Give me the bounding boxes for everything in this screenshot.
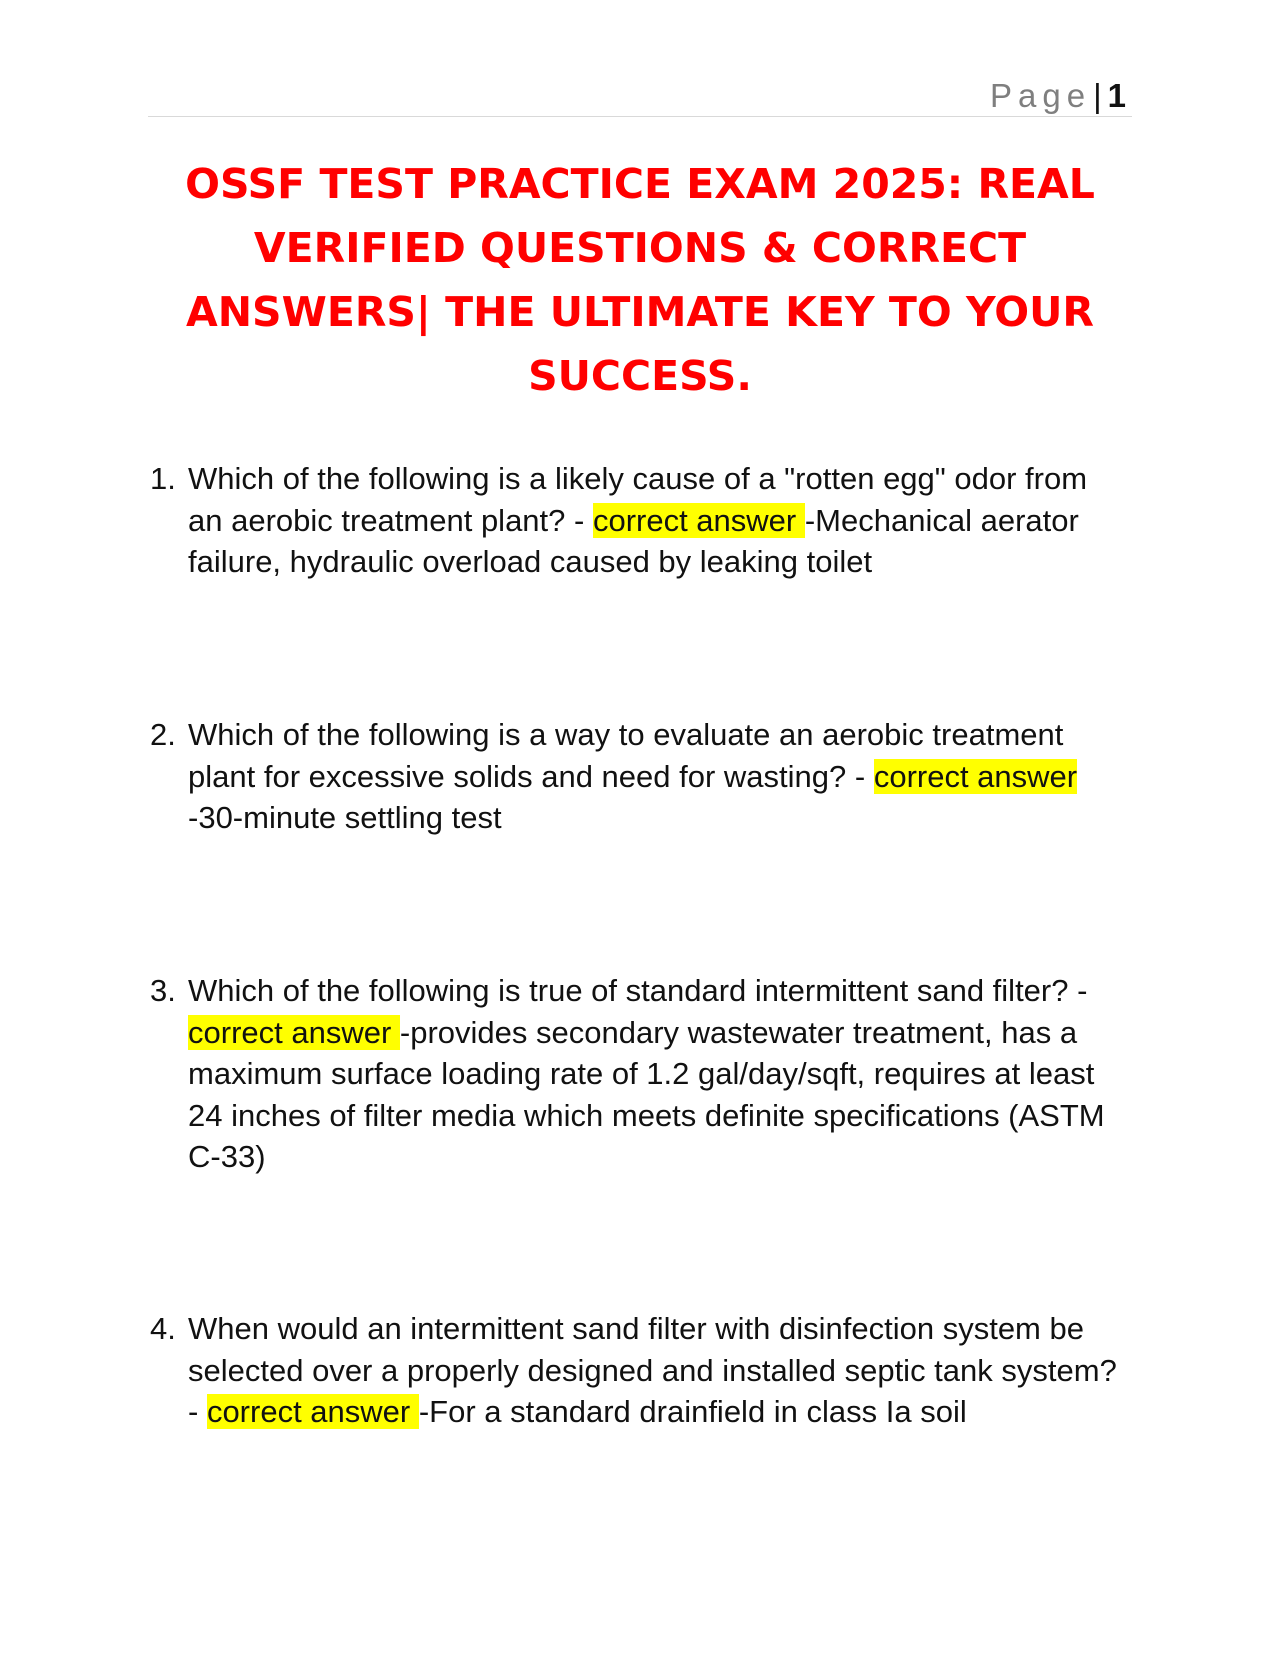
page-separator: | (1093, 77, 1102, 114)
answer-text: -For a standard drainfield in class Ia soil (418, 1394, 967, 1429)
question-number: 2. (150, 717, 176, 752)
question-number: 3. (150, 973, 176, 1008)
answer-text: -30-minute settling test (188, 800, 502, 835)
question-item (150, 714, 1120, 839)
question-body (188, 458, 1120, 583)
page-word: Page (989, 77, 1092, 114)
document-title: OSSF TEST PRACTICE EXAM 2025: REAL VERIFIED QUESTIONS & CORRECT ANSWERS| THE ULTIMATE KEY TO YOUR SUCCESS. (185, 160, 1095, 400)
question-text: Which of the following is a way to evaluate an aerobic treatment plant for excessive solids and need for wasting? - (188, 717, 1064, 794)
answer-text: -Mechanical aerator failure, hydraulic overload caused by leaking toilet (188, 502, 1079, 579)
question-item (150, 458, 1120, 583)
question-body (188, 1308, 1120, 1433)
question-body (188, 714, 1120, 839)
page-header (148, 76, 1132, 117)
question-number: 1. (150, 461, 176, 496)
answer-label: correct answer (592, 502, 805, 538)
page-number-label (990, 78, 1126, 114)
question-item (150, 970, 1120, 1178)
question-text: When would an intermittent sand filter with disinfection system be selected over a properly designed and installed septic tank system? - (188, 1311, 1117, 1429)
answer-label: correct answer (206, 1394, 419, 1429)
answer-label: correct answer (873, 758, 1078, 794)
question-text: Which of the following is a likely cause of a "rotten egg" odor from an aerobic treatment plant? - (188, 461, 1088, 538)
question-text: Which of the following is true of standard intermittent sand filter? - (188, 973, 1088, 1008)
page-number: 1 (1107, 77, 1126, 114)
answer-label: correct answer (188, 1014, 400, 1050)
question-number: 4. (150, 1311, 176, 1346)
question-item (150, 1308, 1120, 1433)
question-body (188, 970, 1120, 1178)
answer-text: -provides secondary wastewater treatment, has a maximum surface loading rate of 1.2 gal/day/sqft, requires at least 24 inches of filter media which meets definite specifications (ASTM C-33) (188, 1014, 1105, 1174)
